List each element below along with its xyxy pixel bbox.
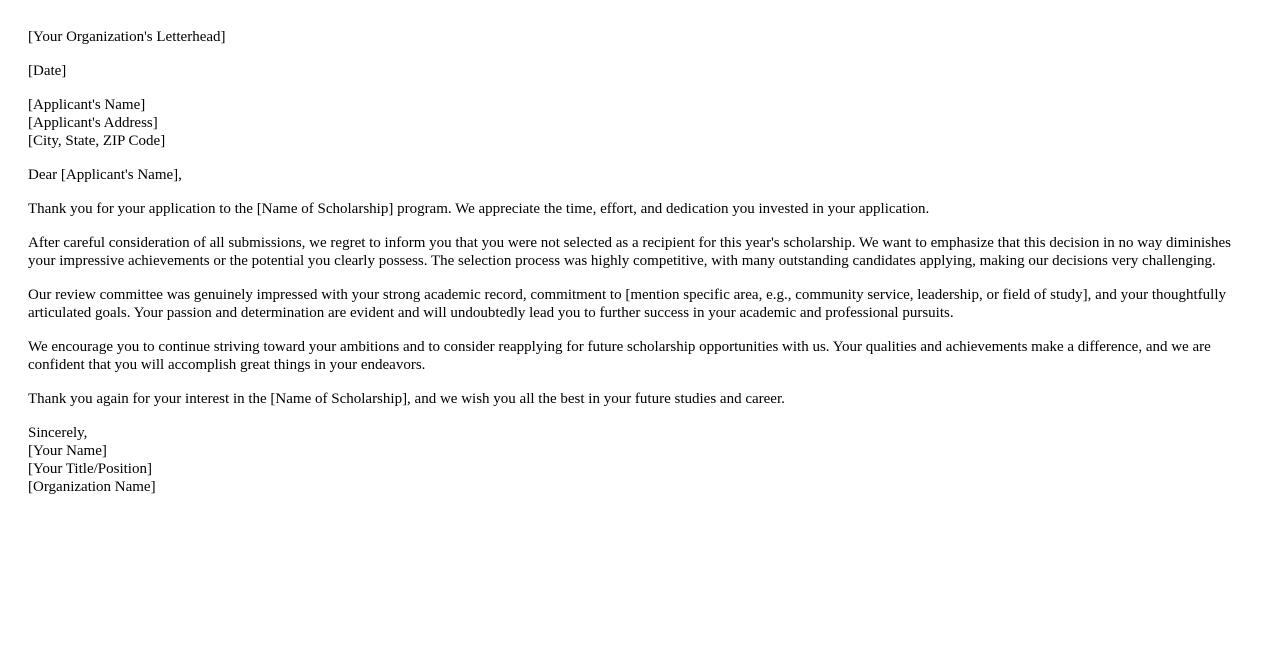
salutation-text: Dear [Applicant's Name], xyxy=(28,167,182,183)
body-paragraph-1: Thank you for your application to the [Name of Scholarship] program. We appreciate the time, effort, and dedication you invested in your application. xyxy=(28,201,930,217)
date xyxy=(28,62,1248,80)
date-text: [Date] xyxy=(28,63,67,79)
recipient-address-block xyxy=(28,96,1248,150)
recipient-city-state-zip: [City, State, ZIP Code] xyxy=(28,133,166,149)
sender-title: [Your Title/Position] xyxy=(28,461,152,477)
sender-name: [Your Name] xyxy=(28,443,107,459)
body-paragraph-4: We encourage you to continue striving toward your ambitions and to consider reapplying for future scholarship opportunities with us. Your qualities and achievements make a difference, and we are confident that you will accomplish great things in your endeavors. xyxy=(28,339,1211,373)
recipient-address: [Applicant's Address] xyxy=(28,115,158,131)
letterhead-text: [Your Organization's Letterhead] xyxy=(28,29,226,45)
letter-document xyxy=(28,28,1248,512)
recipient-name: [Applicant's Name] xyxy=(28,97,146,113)
body-paragraph-2: After careful consideration of all submissions, we regret to inform you that you were not selected as a recipient for this year's scholarship. We want to emphasize that this decision in no way diminishes your impressive achievements or the potential you clearly possess. The selection process was highly competitive, with many outstanding candidates applying, making our decisions very challenging. xyxy=(28,235,1231,269)
closing-block xyxy=(28,424,1248,496)
salutation xyxy=(28,166,1248,184)
sender-organization: [Organization Name] xyxy=(28,479,156,495)
valediction: Sincerely, xyxy=(28,425,88,441)
letterhead xyxy=(28,28,1248,46)
body-paragraph-5: Thank you again for your interest in the [Name of Scholarship], and we wish you all the best in your future studies and career. xyxy=(28,391,785,407)
body-paragraph-3: Our review committee was genuinely impressed with your strong academic record, commitment to [mention specific area, e.g., community service, leadership, or field of study], and your thoughtfully articulated goals. Your passion and determination are evident and will undoubtedly lead you to further success in your academic and professional pursuits. xyxy=(28,287,1226,321)
